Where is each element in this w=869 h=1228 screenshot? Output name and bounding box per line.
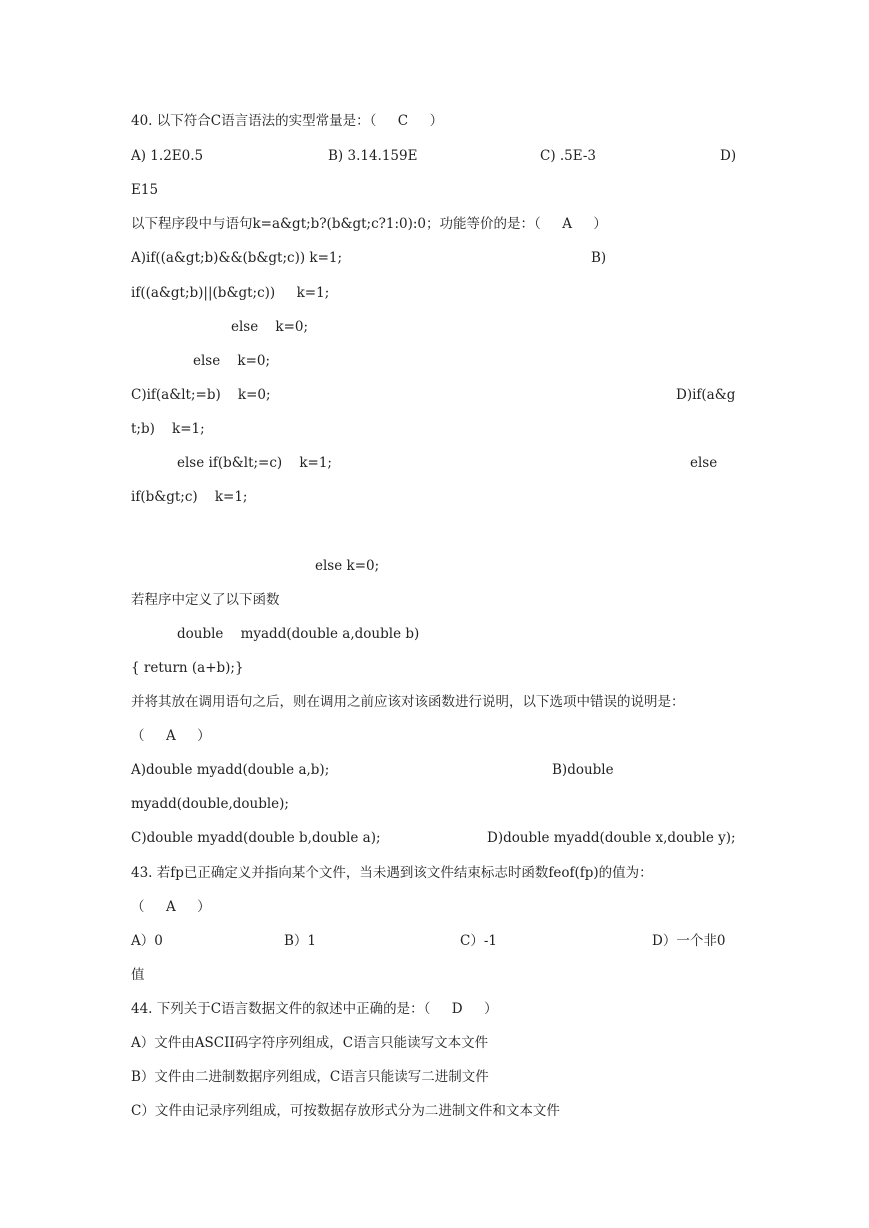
text-line: double myadd(double a,double b) — [177, 626, 420, 642]
text-line: （ A ） — [131, 728, 211, 744]
text-line: 43. 若fp已正确定义并指向某个文件，当未遇到该文件结束标志时函数feof(fp)的值为： — [131, 865, 653, 881]
text-line: else k=0; — [315, 558, 380, 574]
text-line: else — [690, 455, 718, 471]
text-line: if(b&gt;c) k=1; — [131, 489, 248, 505]
text-line: B）1 — [284, 933, 317, 949]
text-line: D)if(a&g — [676, 387, 736, 403]
text-line: else if(b&lt;=c) k=1; — [177, 455, 332, 471]
text-line: B) 3.14.159E — [328, 148, 418, 164]
text-line: B)double — [552, 762, 614, 778]
text-line: C）-1 — [460, 933, 497, 949]
text-line: 值 — [131, 967, 145, 983]
text-line: myadd(double,double); — [131, 796, 289, 812]
text-line: E15 — [131, 182, 159, 198]
text-line: C)if(a&lt;=b) k=0; — [131, 387, 271, 403]
text-line: 以下程序段中与语句k=a&gt;b?(b&gt;c?1:0):0；功能等价的是：（ A ） — [131, 216, 607, 232]
text-line: D) — [720, 148, 737, 164]
text-line: D)double myadd(double x,double y); — [487, 830, 736, 846]
text-line: if((a&gt;b)||(b&gt;c)) k=1; — [131, 285, 330, 301]
text-line: 并将其放在调用语句之后，则在调用之前应该对该函数进行说明，以下选项中错误的说明是： — [131, 694, 685, 710]
text-line: 44. 下列关于C语言数据文件的叙述中正确的是：（ D ） — [131, 1001, 498, 1017]
text-line: B) — [591, 250, 607, 266]
text-line: A)if((a&gt;b)&&(b&gt;c)) k=1; — [131, 250, 343, 266]
text-line: A）文件由ASCII码字符序列组成，C语言只能读写文本文件 — [131, 1035, 489, 1051]
text-line: else k=0; — [193, 353, 271, 369]
text-line: else k=0; — [231, 319, 309, 335]
text-line: D）一个非0 — [652, 933, 726, 949]
text-line: （ A ） — [131, 899, 211, 915]
text-line: 若程序中定义了以下函数 — [131, 592, 280, 608]
text-line: A）0 — [131, 933, 163, 949]
text-line: 40. 以下符合C语言语法的实型常量是：（ C ） — [131, 113, 444, 129]
text-line: { return (a+b);} — [131, 660, 244, 676]
text-line: B）文件由二进制数据序列组成，C语言只能读写二进制文件 — [131, 1069, 489, 1085]
text-line: C）文件由记录序列组成，可按数据存放形式分为二进制文件和文本文件 — [131, 1103, 560, 1119]
text-line: C) .5E-3 — [540, 148, 597, 164]
text-line: A)double myadd(double a,b); — [131, 762, 330, 778]
text-line: t;b) k=1; — [131, 421, 205, 437]
text-line: C)double myadd(double b,double a); — [131, 830, 381, 846]
text-line: A) 1.2E0.5 — [131, 148, 204, 164]
